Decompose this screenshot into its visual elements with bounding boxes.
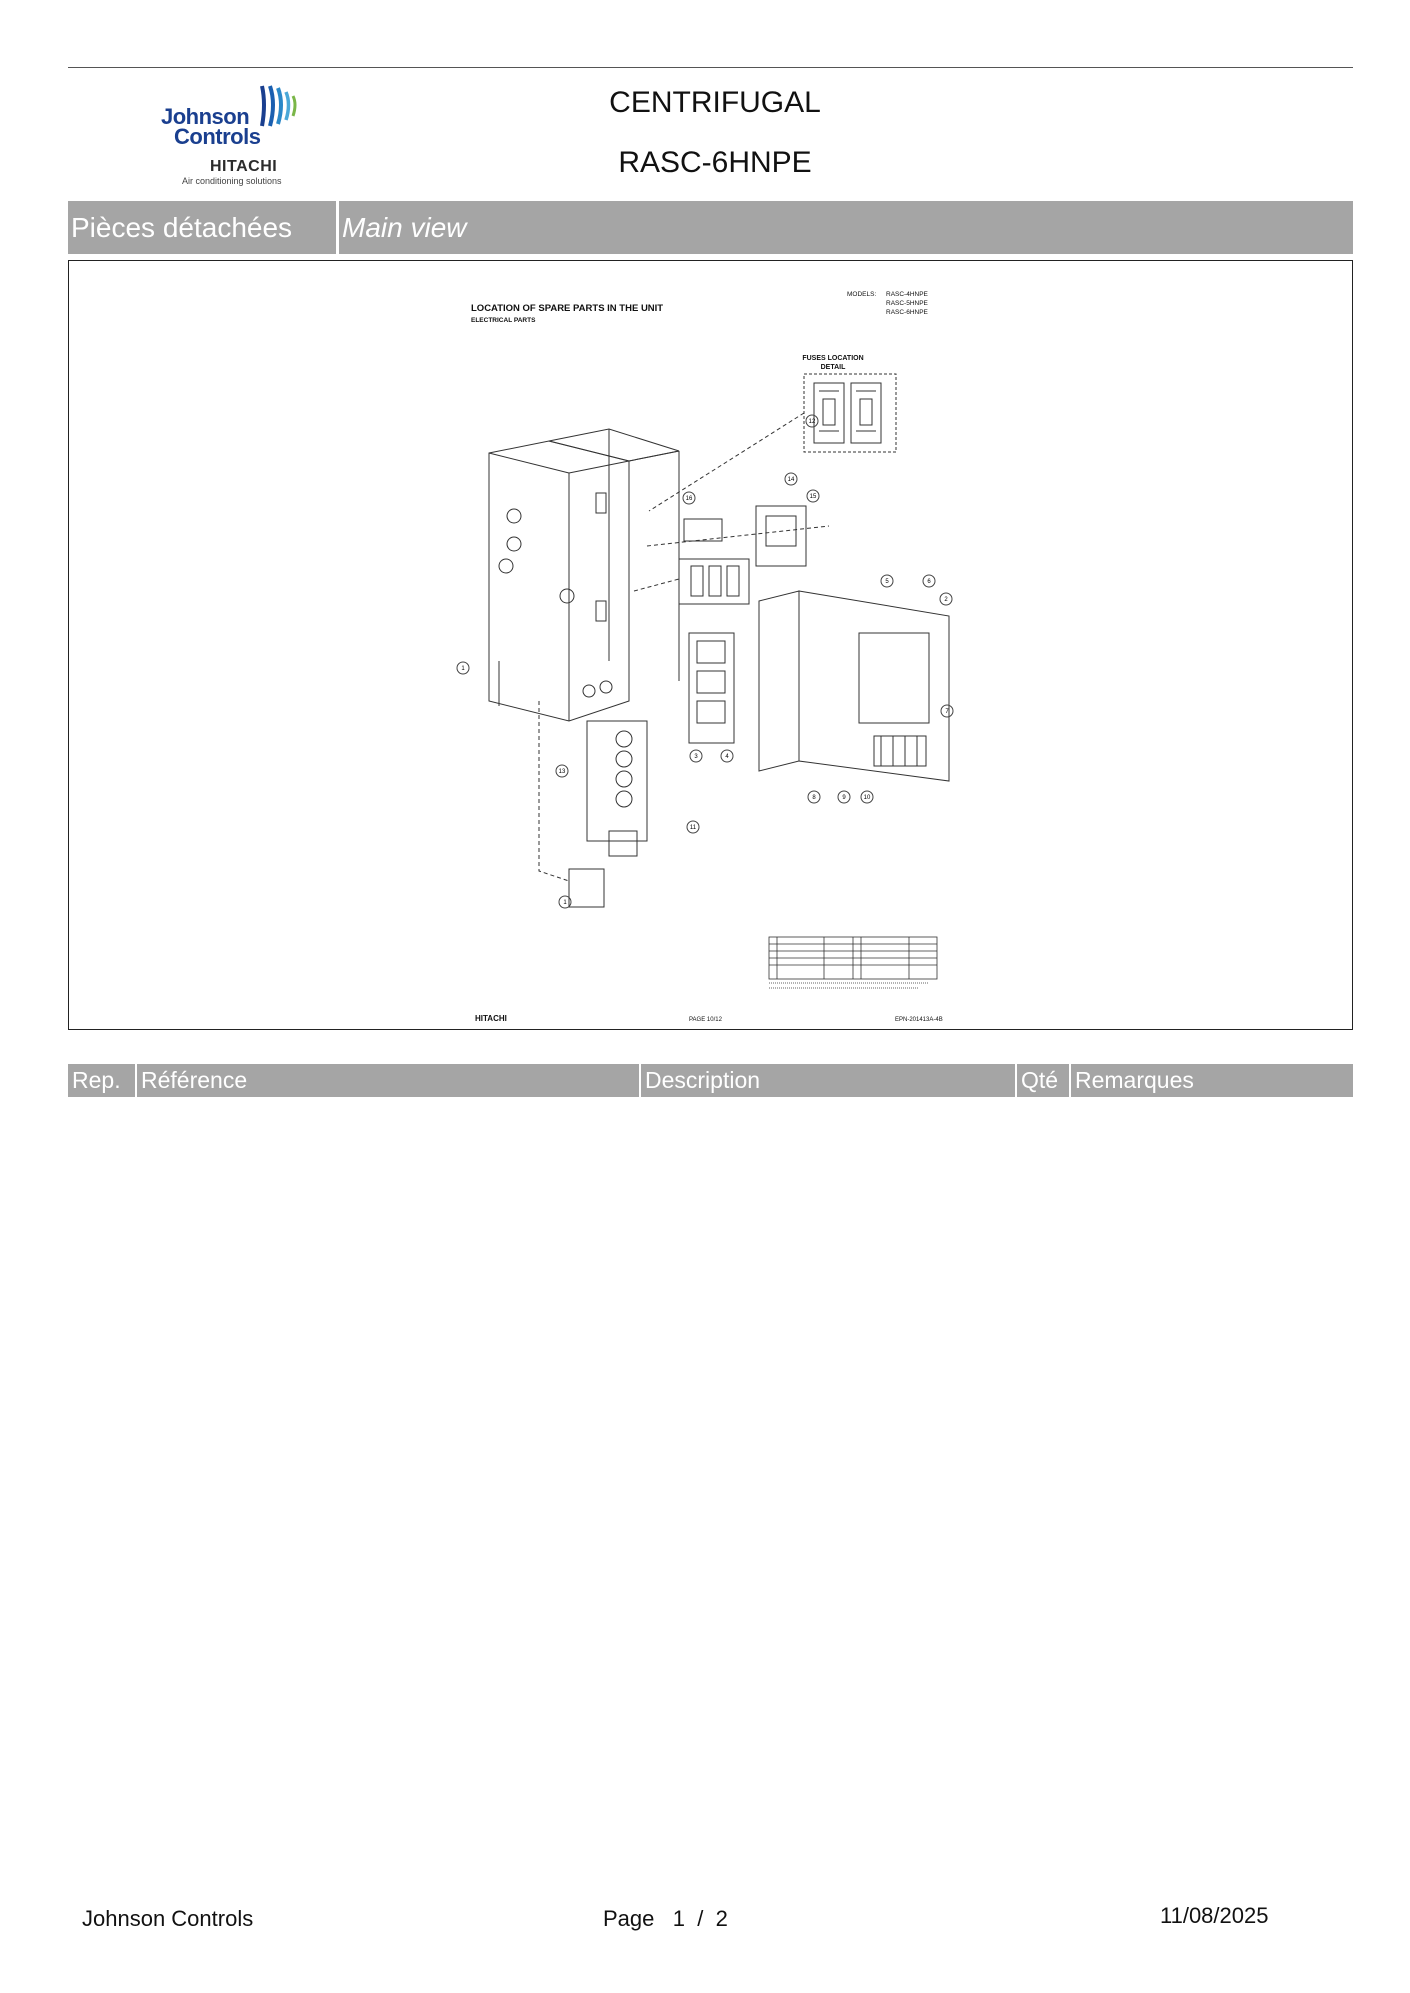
model-item-2: RASC-5HNPE bbox=[886, 300, 928, 307]
drawing-subheading: ELECTRICAL PARTS bbox=[471, 317, 536, 324]
models-label: MODELS: bbox=[847, 291, 877, 298]
callout-bubble bbox=[808, 791, 820, 803]
document-title: CENTRIFUGAL bbox=[609, 86, 821, 119]
footer-clipped-line bbox=[82, 1938, 202, 1944]
cabinet-housing bbox=[489, 429, 679, 721]
callout-bubble bbox=[881, 575, 893, 587]
svg-text:1: 1 bbox=[563, 900, 567, 906]
svg-text:15: 15 bbox=[809, 494, 817, 500]
column-header-rep: Rep. bbox=[68, 1064, 135, 1097]
callout-bubble bbox=[556, 765, 568, 777]
drawing-footer-page: PAGE 10/12 bbox=[689, 1017, 722, 1023]
callout-bubble bbox=[683, 492, 695, 504]
svg-text:14: 14 bbox=[787, 477, 795, 483]
model-item-3: RASC-6HNPE bbox=[886, 309, 928, 316]
callout-bubble bbox=[940, 593, 952, 605]
parts-legend-table bbox=[769, 937, 937, 988]
drawing-canvas bbox=[69, 261, 1352, 1029]
component-parts bbox=[539, 506, 949, 907]
logo-tagline: Air conditioning solutions bbox=[182, 176, 282, 186]
fuses-label-line1: FUSES LOCATION bbox=[802, 355, 864, 362]
callout-bubble bbox=[806, 415, 818, 427]
page-total: 2 bbox=[715, 1906, 728, 1931]
fuses-detail bbox=[649, 374, 896, 511]
svg-text:8: 8 bbox=[812, 795, 816, 801]
callout-bubble bbox=[941, 705, 953, 717]
logo-text-hitachi: HITACHI bbox=[210, 158, 278, 175]
svg-text:3: 3 bbox=[694, 754, 698, 760]
top-rule bbox=[68, 67, 1353, 68]
exploded-view-drawing bbox=[68, 260, 1353, 1030]
johnson-controls-swirl-icon bbox=[256, 82, 302, 130]
svg-text:1: 1 bbox=[461, 666, 465, 672]
drawing-footer-ref: EPN-201413A-4B bbox=[895, 1017, 943, 1023]
callout-bubbles bbox=[457, 415, 953, 908]
svg-text:12: 12 bbox=[808, 419, 816, 425]
callout-bubble bbox=[457, 662, 469, 674]
page-current: 1 bbox=[672, 1906, 685, 1931]
svg-text:10: 10 bbox=[863, 795, 871, 801]
svg-text:13: 13 bbox=[558, 769, 566, 775]
callout-bubble bbox=[861, 791, 873, 803]
svg-text:16: 16 bbox=[685, 496, 693, 502]
callout-bubble bbox=[721, 750, 733, 762]
svg-text:6: 6 bbox=[927, 579, 931, 585]
model-item-1: RASC-4HNPE bbox=[886, 291, 928, 298]
svg-text:2: 2 bbox=[944, 597, 948, 603]
svg-text:7: 7 bbox=[945, 709, 949, 715]
callout-bubble bbox=[690, 750, 702, 762]
logo-text-controls: Controls bbox=[174, 124, 261, 149]
column-header-description: Description bbox=[641, 1064, 1015, 1097]
section-label: Pièces détachées bbox=[68, 201, 336, 254]
callout-bubble bbox=[785, 473, 797, 485]
footer-company: Johnson Controls bbox=[82, 1906, 254, 1931]
view-label: Main view bbox=[339, 201, 1353, 254]
svg-text:4: 4 bbox=[725, 754, 729, 760]
column-header-quantity: Qté bbox=[1017, 1064, 1069, 1097]
callout-bubble bbox=[923, 575, 935, 587]
footer-page-indicator bbox=[603, 1906, 728, 1932]
page-label: Page bbox=[603, 1906, 655, 1931]
callout-bubble bbox=[687, 821, 699, 833]
document-model: RASC-6HNPE bbox=[618, 146, 812, 179]
svg-text:5: 5 bbox=[885, 579, 889, 585]
page-separator: / bbox=[697, 1906, 704, 1931]
footer-date: 11/08/2025 bbox=[1160, 1903, 1269, 1928]
callout-bubble bbox=[807, 490, 819, 502]
fuses-label-line2: DETAIL bbox=[820, 364, 846, 371]
company-logo bbox=[150, 80, 310, 192]
drawing-heading: LOCATION OF SPARE PARTS IN THE UNIT bbox=[471, 303, 664, 314]
callout-bubble bbox=[838, 791, 850, 803]
column-header-remarks: Remarques bbox=[1071, 1064, 1353, 1097]
logo-text-johnson: Johnson bbox=[161, 104, 250, 129]
svg-text:9: 9 bbox=[842, 795, 846, 801]
svg-text:11: 11 bbox=[689, 825, 697, 831]
column-header-reference: Référence bbox=[137, 1064, 639, 1097]
drawing-footer-brand: HITACHI bbox=[475, 1014, 507, 1023]
